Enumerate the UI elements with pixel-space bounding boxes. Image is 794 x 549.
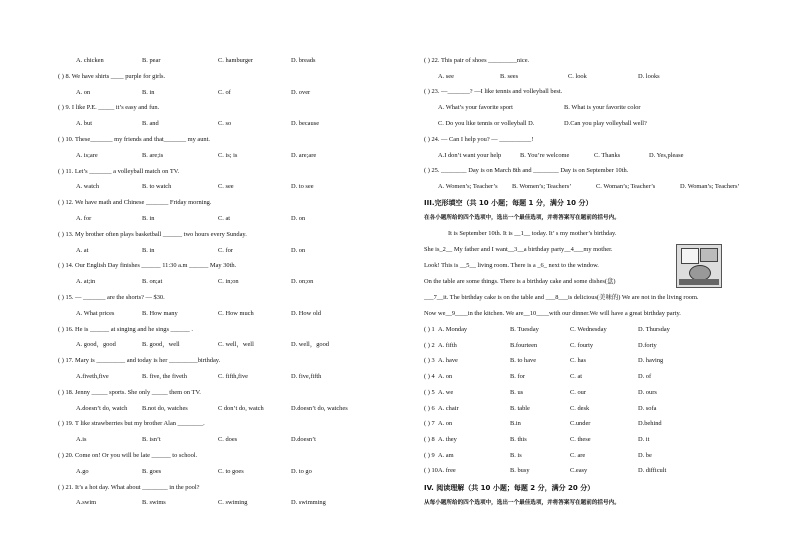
option-choice: C. well，well — [218, 341, 254, 349]
question-number: 25 — [431, 167, 438, 174]
option-choice: D. to see — [291, 183, 314, 191]
question-number: 21 — [65, 483, 72, 491]
option-choice: C. at — [570, 373, 583, 381]
answer-bracket: ( ) — [58, 357, 66, 365]
option-choice: C. in;on — [218, 278, 239, 286]
cloze-question-row — [424, 451, 652, 460]
option-choice: D. Woman’s; Teachers’ — [680, 183, 740, 190]
question-number: 23 — [431, 88, 438, 95]
question-number: 20 — [65, 452, 72, 459]
option-choice: B.fourteen — [510, 341, 538, 349]
cloze-question-row — [424, 388, 657, 397]
option-choice: C. look — [568, 73, 587, 80]
option-choice: D. Thursday — [638, 326, 670, 333]
answer-bracket: ( ) — [58, 325, 66, 333]
option-choice: D. sofa — [638, 404, 657, 412]
question-text: Jenny _____ sports. She only _____ them on TV. — [75, 388, 201, 396]
option-choice: D.Can you play volleyball well? — [564, 120, 647, 127]
option-choice: A. Women’s; Teacher’s — [438, 183, 498, 190]
option-choice: C. How much — [218, 309, 254, 317]
question-text: These_______ my friends and that_______ my aunt. — [74, 136, 211, 143]
option-choice: B.not do, watches — [142, 404, 188, 412]
option-choice: B. to have — [510, 357, 537, 365]
option-choice: B. Tuesday — [510, 326, 539, 333]
question-number: 3 — [431, 357, 435, 365]
option-choice: C. Thanks — [594, 152, 621, 159]
option-choice: C.under — [570, 420, 591, 428]
option-choice: D. difficult — [638, 467, 667, 475]
option-choice: B. five, the fiveth — [142, 373, 187, 380]
option-choice: A. at;in — [76, 278, 96, 286]
option-choice: A. good，good — [76, 341, 116, 349]
option-choice: A. at — [76, 246, 89, 254]
question-separator: . — [437, 57, 441, 64]
option-choice: A. is;are — [76, 151, 98, 159]
option-choice: B. in — [142, 215, 155, 222]
option-choice: D. because — [291, 120, 320, 128]
answer-bracket: ( ) — [424, 451, 432, 459]
option-choice: A.go — [76, 467, 89, 475]
cloze-question-row — [424, 341, 657, 350]
option-choice: B. pear — [142, 57, 161, 64]
option-choice: C. is; is — [218, 151, 238, 159]
option-choice: C. fourty — [570, 341, 594, 349]
question-row — [58, 199, 211, 207]
question-number: 7 — [431, 420, 435, 428]
option-choice: A.swim — [76, 499, 97, 507]
question-row — [58, 484, 199, 492]
option-choice: A. but — [76, 120, 92, 128]
cloze-question-row — [424, 420, 662, 428]
question-number: 4 — [431, 373, 435, 381]
option-choice: D. on — [291, 215, 306, 222]
option-choice: D. breads — [291, 57, 316, 64]
question-number: 8 — [65, 72, 69, 80]
question-number: 9 — [65, 104, 69, 112]
option-choice: D.doesn’t do, watches — [291, 404, 348, 412]
option-choice: B. and — [142, 120, 159, 128]
option-choice: B. How many — [142, 309, 178, 317]
answer-bracket: ( ) — [424, 435, 432, 443]
answer-bracket: ( ) — [58, 262, 66, 270]
question-text: We have shirts ____ purple for girls. — [71, 72, 166, 80]
option-choice: D. well，good — [291, 341, 329, 349]
question-number: 8 — [431, 435, 435, 443]
passage-line: It is September 10th. It is __1__ today. It’ s my mother’s birthday. — [448, 230, 617, 237]
answer-bracket: ( ) — [424, 388, 432, 396]
option-choice: B. on;at — [142, 278, 163, 286]
question-row — [58, 231, 247, 239]
option-choice: B. us — [510, 388, 524, 396]
birthday-party-illustration — [676, 244, 722, 288]
section-heading: IV. 阅读理解（共 10 小题；每题 2 分，满分 20 分） — [424, 484, 595, 492]
question-row — [58, 73, 165, 81]
answer-bracket: ( ) — [58, 167, 66, 175]
question-number: 24 — [431, 136, 438, 143]
option-choice: A. see — [438, 73, 454, 80]
answer-bracket: ( ) — [58, 104, 66, 112]
option-choice: D.doesn’t — [291, 436, 316, 444]
option-choice: C. Wednesday — [570, 326, 607, 333]
question-separator: . — [71, 388, 76, 396]
question-row — [58, 168, 179, 176]
question-number: 17 — [65, 357, 72, 365]
answer-bracket: ( ) — [424, 57, 432, 64]
option-choice: C.easy — [570, 467, 588, 475]
option-choice: C. to goes — [218, 467, 244, 475]
question-text: Come on! Or you will be late ______ to school. — [75, 452, 198, 459]
answer-bracket: ( ) — [424, 136, 432, 143]
cloze-question-row — [424, 435, 650, 444]
option-choice: B. isn’t — [142, 436, 161, 444]
question-number: 16 — [65, 325, 72, 333]
question-row — [58, 136, 210, 144]
option-choice: A.doesn’t do, watch — [76, 404, 128, 412]
answer-bracket: ( ) — [424, 88, 432, 95]
question-separator: . — [437, 136, 442, 143]
question-text: It’s a hot day. What about ________ in the pool? — [75, 483, 200, 491]
answer-bracket: ( ) — [424, 467, 432, 475]
question-row — [424, 167, 628, 175]
option-choice: D. having — [638, 357, 664, 365]
question-separator: . — [71, 136, 75, 143]
option-choice: B. this — [510, 435, 527, 443]
option-choice: D.behind — [638, 420, 662, 428]
question-separator: . — [71, 294, 76, 301]
answer-bracket: ( ) — [424, 167, 432, 174]
option-choice: B. in — [142, 88, 155, 96]
option-choice: A. What’s your favorite sport — [438, 104, 513, 111]
option-choice: B. swims — [142, 499, 166, 507]
question-number: 1 — [431, 326, 435, 333]
option-choice: B. are;is — [142, 151, 164, 159]
option-choice: A.is — [76, 436, 87, 444]
option-choice: B. table — [510, 404, 530, 412]
option-choice: C. has — [570, 357, 586, 365]
option-choice: A. on — [438, 420, 453, 428]
option-choice: D. on — [291, 246, 306, 254]
answer-bracket: ( ) — [58, 483, 66, 491]
option-choice: A. chicken — [76, 57, 104, 64]
option-choice: A. chair — [438, 404, 459, 412]
question-number: 22 — [431, 57, 438, 64]
option-choice: C. see — [218, 183, 234, 191]
option-choice: A.fiveth,five — [76, 373, 109, 380]
option-choice: A. What prices — [76, 309, 115, 317]
answer-bracket: ( ) — [424, 420, 432, 428]
option-choice: C. desk — [570, 404, 590, 412]
option-choice: C don’t do, watch — [218, 404, 264, 412]
question-number: 19 — [65, 420, 72, 428]
section-heading: III.完形填空（共 10 小题；每题 1 分，满分 10 分） — [424, 199, 593, 207]
option-choice: D. How old — [291, 309, 321, 317]
option-choice: C. our — [570, 388, 586, 396]
answer-bracket: ( ) — [58, 452, 66, 459]
option-choice: D. over — [291, 88, 311, 96]
question-separator: . — [71, 230, 76, 238]
option-choice: D. be — [638, 451, 652, 459]
question-row — [58, 420, 205, 428]
question-row — [58, 262, 236, 270]
option-choice: A. watch — [76, 183, 100, 191]
question-text: —_______? —I like tennis and volleyball best. — [441, 88, 563, 95]
passage-line: On the table are some things. There is a birthday cake and some dishes(盘) — [424, 278, 616, 285]
question-row — [58, 326, 193, 334]
question-separator: . — [71, 325, 76, 333]
question-row — [58, 389, 201, 397]
question-separator: . — [71, 452, 76, 459]
question-row — [58, 294, 165, 302]
answer-bracket: ( ) — [424, 404, 432, 412]
option-choice: C. hamburger — [218, 57, 254, 64]
answer-bracket: ( ) — [58, 388, 66, 396]
option-choice: A. fifth — [438, 341, 457, 349]
option-choice: C. at — [218, 215, 231, 222]
option-choice: D. ours — [638, 388, 657, 396]
question-row — [424, 88, 562, 96]
option-choice: B. goes — [142, 467, 162, 475]
answer-bracket: ( ) — [58, 420, 66, 428]
section-instruction: 从每小题所给的四个选项中，选出一个最佳选项，并将答案写在题前的括号内。 — [424, 500, 620, 506]
question-row — [58, 357, 220, 365]
option-choice: A. Monday — [438, 326, 468, 333]
option-choice: D.forty — [638, 341, 657, 349]
question-row — [424, 136, 533, 144]
passage-line: Look! This is __5__ living room. There is a _6_ next to the window. — [424, 262, 599, 269]
passage-line: She is_2__ My father and I want__3__a birthday party__4___my mother. — [424, 246, 613, 253]
question-separator: . — [437, 167, 442, 174]
option-choice: B. for — [510, 373, 525, 381]
cloze-question-row — [424, 373, 652, 381]
option-choice: B. to watch — [142, 183, 172, 191]
question-number: 6 — [431, 404, 435, 412]
question-text: T like strawberries but my brother Alan ________. — [74, 420, 205, 428]
question-text: — _______ are the shorts? — $30. — [75, 294, 165, 301]
question-text: ________ Day is on March 8th and ________ Day is on September 10th. — [441, 167, 629, 174]
option-choice: B. Women’s; Teachers’ — [512, 183, 572, 190]
option-choice: C. these — [570, 435, 591, 443]
question-separator: . — [71, 167, 75, 175]
option-choice: A. on — [438, 373, 453, 381]
option-choice: A.I don’t want your help — [438, 152, 502, 159]
option-choice: C. so — [218, 120, 232, 128]
question-separator: . — [71, 262, 76, 270]
question-number: 9 — [431, 451, 435, 459]
question-text: My brother often plays basketball ______ two hours every Sunday. — [75, 230, 247, 238]
question-number: 12 — [65, 199, 72, 207]
question-number: 13 — [65, 230, 72, 238]
passage-line: ___7__it. The birthday cake is on the table and ___8___is delicious(美味的) We are not in the living room. — [424, 294, 699, 301]
question-separator: . — [71, 483, 76, 491]
option-choice: A. they — [438, 435, 457, 443]
answer-bracket: ( ) — [424, 326, 432, 333]
question-separator: . — [437, 88, 442, 95]
question-number: 15 — [65, 294, 72, 301]
option-choice: D. on;on — [291, 278, 314, 286]
option-choice: C. fifth,five — [218, 373, 248, 380]
passage-line: Now we__9____in the kitchen. We are__10____with our dinner.We will have a great birthday party. — [424, 310, 681, 317]
option-choice: A. for — [76, 215, 92, 222]
question-text: He is ______ at singing and he sings ______ . — [75, 325, 193, 333]
option-choice: B. is — [510, 451, 522, 459]
question-text: Our English Day finishes ______ 11:30 a.m ______ May 30th. — [75, 262, 237, 270]
option-choice: C. Woman’s; Teacher’s — [596, 183, 656, 190]
answer-bracket: ( ) — [424, 373, 432, 381]
cloze-question-row — [424, 357, 664, 365]
question-text: Let’s _______ a volleyball match on TV. — [74, 167, 180, 175]
question-text: I like P.E. _____ it’s easy and fun. — [71, 104, 160, 112]
question-number: 5 — [431, 388, 435, 396]
option-choice: B. What is your favorite color — [564, 104, 641, 111]
option-choice: D. Yes,please — [649, 152, 684, 159]
question-row — [58, 452, 197, 460]
question-separator: . — [68, 104, 72, 112]
question-text: — Can I help you? — __________! — [441, 136, 534, 143]
option-choice: D. of — [638, 373, 652, 381]
option-choice: C. does — [218, 436, 238, 444]
answer-bracket: ( ) — [58, 294, 66, 301]
option-choice: B.in — [510, 420, 521, 428]
cloze-question-row — [424, 467, 667, 475]
question-number: 18 — [65, 388, 72, 396]
option-choice: D. are;are — [291, 151, 317, 159]
question-row — [58, 104, 159, 112]
question-number: 10 — [431, 467, 438, 475]
question-separator: . — [68, 72, 72, 80]
question-separator: . — [71, 420, 75, 428]
option-choice: D. to go — [291, 467, 312, 475]
question-number: 11 — [65, 167, 72, 175]
option-choice: B. You’re welcome — [520, 152, 570, 159]
answer-bracket: ( ) — [424, 357, 432, 365]
question-number: 10 — [65, 136, 72, 143]
question-separator: . — [71, 199, 75, 207]
question-number: 14 — [65, 262, 72, 270]
answer-bracket: ( ) — [58, 199, 66, 207]
option-choice: B. sees — [500, 73, 519, 80]
option-choice: D. looks — [638, 73, 660, 80]
option-choice: A. we — [438, 388, 454, 396]
option-choice: C. swiming — [218, 499, 248, 507]
option-choice: B. in — [142, 246, 155, 254]
option-choice: A. free — [438, 467, 456, 475]
option-choice: C. Do you like tennis or volleyball D. — [438, 120, 535, 127]
option-choice: C. are — [570, 451, 586, 459]
question-row — [424, 57, 529, 65]
section-instruction: 在各小题所给的四个选项中，选出一个最佳选项，并将答案写在题前的括号内。 — [424, 215, 620, 221]
question-separator: . — [71, 357, 76, 365]
option-choice: A. on — [76, 88, 91, 96]
cloze-question-row — [424, 326, 670, 334]
answer-bracket: ( ) — [58, 72, 66, 80]
option-choice: C. for — [218, 246, 233, 254]
option-choice: A. have — [438, 357, 458, 365]
cloze-question-row — [424, 404, 657, 413]
answer-bracket: ( ) — [58, 136, 66, 143]
question-number: 2 — [431, 341, 435, 349]
option-choice: D. five,fifth — [291, 373, 322, 380]
question-text: This pair of shoes _________nice. — [440, 57, 530, 64]
option-choice: D. it — [638, 435, 650, 443]
option-choice: D. swimming — [291, 499, 326, 507]
option-choice: B. busy — [510, 467, 530, 475]
option-choice: B. good，well — [142, 341, 180, 349]
answer-bracket: ( ) — [424, 341, 432, 349]
question-text: We have math and Chinese _______ Friday morning. — [74, 199, 212, 207]
answer-bracket: ( ) — [58, 230, 66, 238]
option-choice: C. of — [218, 88, 231, 96]
question-text: Mary is _________ and today is her _________birthday. — [75, 357, 221, 365]
option-choice: A. am — [438, 451, 454, 459]
